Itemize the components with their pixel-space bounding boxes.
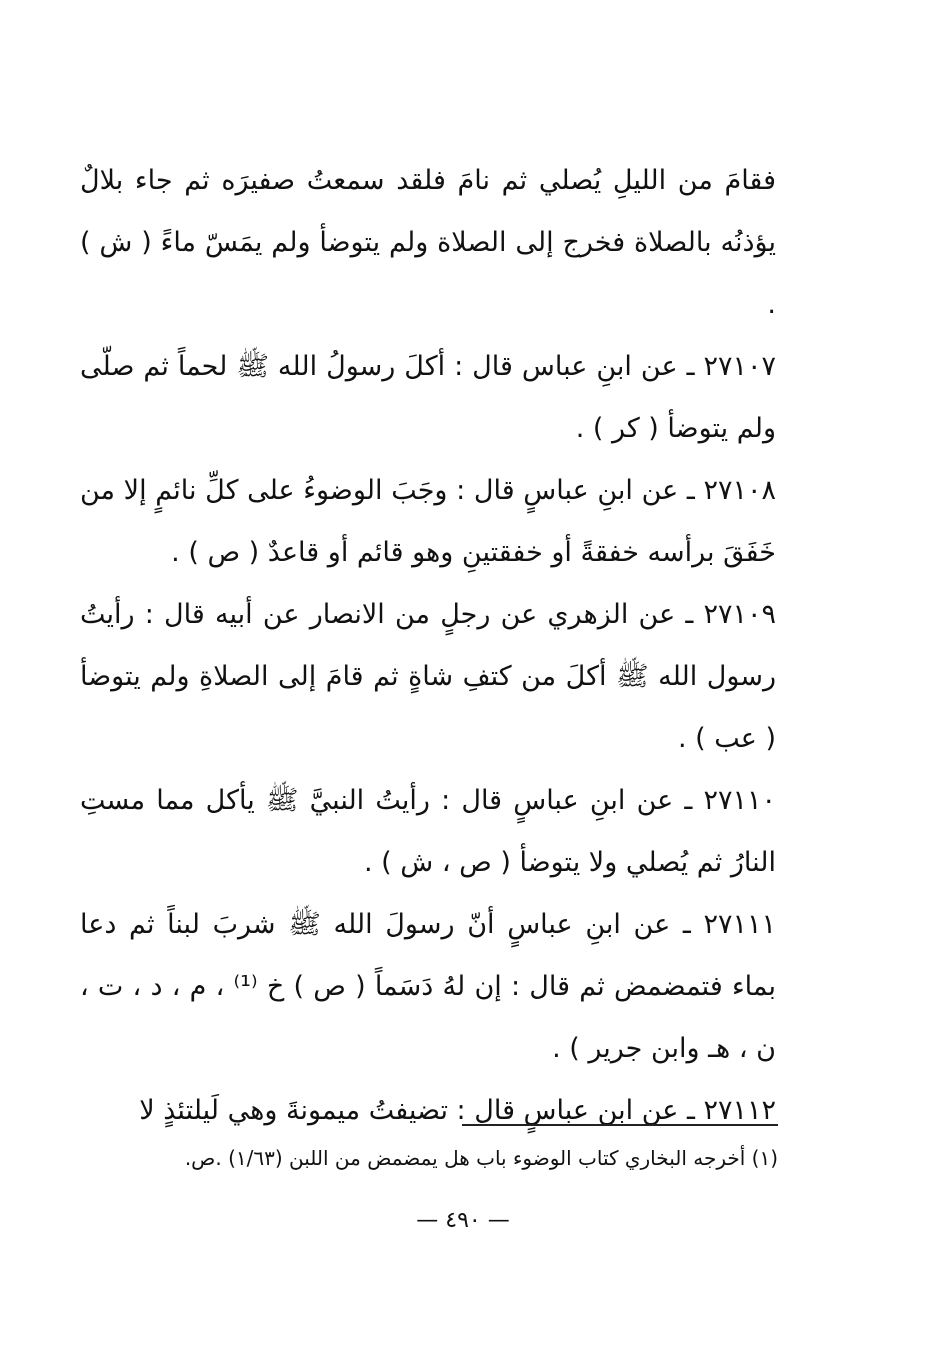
hadith-27110: ٢٧١١٠ ـ عن ابنِ عباسٍ قال : رأيتُ النبيَّ ﷺ يأكل مما مستِ النارُ ثم يُصلي ولا يتوضأ ( ص ، ش ) . xyxy=(80,785,776,878)
footnote: (١) أخرجه البخاري كتاب الوضوء باب هل يمضمض من اللبن (١/٦٣) .ص. xyxy=(184,1146,778,1170)
page-number: — ٤٩٠ — xyxy=(416,1208,510,1233)
paragraph-continuation: فقامَ من الليلِ يُصلي ثم نامَ فلقد سمعتُ صفيرَه ثم جاء بلالٌ يؤذنُه بالصلاة فخرج إلى الصلاة ولم يتوضأ ولم يمَسّ ماءً ( ش ) . xyxy=(80,165,776,320)
hadith-27111: ٢٧١١١ ـ عن ابنِ عباسٍ أنّ رسولَ الله ﷺ شربَ لبناً ثم دعا بماء فتمضمض ثم قال : إن لهُ دَسَماً ( ص ) خ ⁽¹⁾ ، م ، د ، ت ، ن ، هـ وابن جرير ) . xyxy=(80,909,776,1064)
hadith-27112: ٢٧١١٢ ـ عن ابن عباسٍ قال : تضيفتُ ميمونةَ وهي لَيلتئذٍ لا xyxy=(139,1095,776,1126)
hadith-27107: ٢٧١٠٧ ـ عن ابنِ عباس قال : أكلَ رسولُ الله ﷺ لحماً ثم صلّى ولم يتوضأ ( كر ) . xyxy=(80,351,776,444)
hadith-27108: ٢٧١٠٨ ـ عن ابنِ عباسٍ قال : وجَبَ الوضوءُ على كلِّ نائمٍ إلا من خَفَقَ برأسه خفقةً أو خفقتينِ وهو قائم أو قاعدٌ ( ص ) . xyxy=(80,475,776,568)
hadith-27109: ٢٧١٠٩ ـ عن الزهري عن رجلٍ من الانصار عن أبيه قال : رأيتُ رسول الله ﷺ أكلَ من كتفِ شاةٍ ثم قامَ إلى الصلاةِ ولم يتوضأ ( عب ) . xyxy=(80,599,776,754)
footnote-divider xyxy=(462,1124,778,1126)
main-text xyxy=(80,150,776,1142)
